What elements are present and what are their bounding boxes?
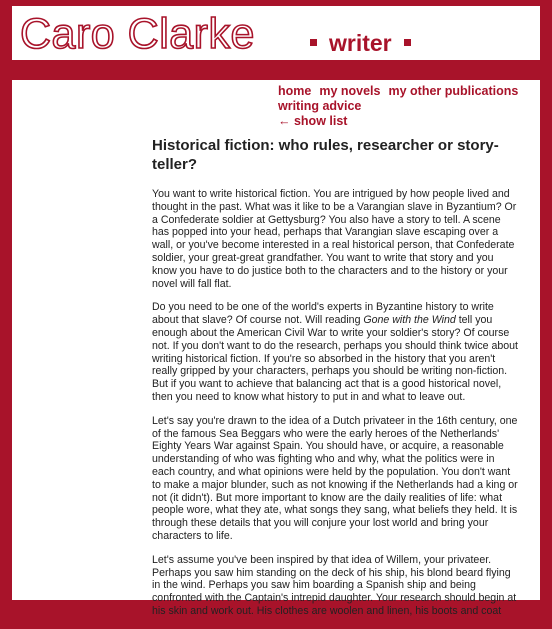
paragraph-text: tell you enough about the American Civil War to write your soldier's story? Of course not. If you don't want to do the research, perhaps you should think twice about writing historical fiction. If you're so absorbed in the history that you aren't really gripped by your characters, perhaps you should be writing non-fiction. But if you want to achieve that balancing act that is a good historical novel, then you need to know what history to put in and what to leave out. [152, 314, 518, 403]
article-paragraph: Let's say you're drawn to the idea of a Dutch privateer in the 16th century, one of the famous Sea Beggars who were the early heroes of the Netherlands' Eighty Years War against Spain. You should have, or acquire, a reasonable understanding of who was fighting who and why, what the politics were in each country, and what opinions were held by the population. You don't want to make a major blunder, such as not knowing if the Netherlands had a king or not (it didn't). But more important to know are the daily realities of life: what people wore, what they ate, what songs they sang, what beliefs they held. It is through these details that you will conjure your lost world and bring your characters to life. [152, 414, 518, 542]
content-panel [12, 80, 540, 617]
nav-show-list-link[interactable]: ← show list [278, 114, 348, 128]
bullet-square-icon [310, 39, 317, 46]
site-tagline [310, 30, 411, 56]
site-logo[interactable]: Caro Clarke [20, 10, 255, 58]
book-title: Gone with the Wind [363, 314, 456, 327]
article-paragraph: Let's assume you've been inspired by that idea of Willem, your privateer. Perhaps you saw him standing on the deck of his ship, his blond beard flying in the wind. Perhaps you saw him boarding a Spanish ship and being confronted with the Captain's intrepid daughter. Your research should begin at his skin and work out. His clothes are woolen and linen, his boots and coat [152, 553, 517, 617]
paragraph-text: Do you need to be one of the world's experts in Byzantine history to write about that slave? Of course not. Will reading [152, 301, 494, 327]
nav-home-link[interactable]: home [278, 84, 312, 98]
nav-my-other-publications-link[interactable]: my other publications [388, 84, 519, 98]
article-paragraph: You want to write historical fiction. You are intrigued by how people lived and thought in the past. What was it like to be a Varangian slave in Byzantium? Or a Confederate soldier at Gettysburg? You also have a story to tell. A scene has popped into your head, perhaps that Varangian slave escaping over a wall, or you've become interested in a real historical person, that Confederate soldier, your great-great grandfather. You want to write that story and you know you have to do justice both to the characters and to the history or your novel will fall flat. [152, 188, 517, 290]
nav-writing-advice-link[interactable]: writing advice [278, 99, 362, 113]
site-header [12, 6, 540, 60]
article [152, 136, 520, 629]
article-title: Historical fiction: who rules, researcher or story-teller? [152, 137, 499, 173]
site-nav [278, 84, 538, 129]
bullet-square-icon [404, 39, 411, 46]
tagline-text: writer [329, 30, 392, 56]
article-paragraph [152, 301, 520, 403]
nav-my-novels-link[interactable]: my novels [319, 84, 381, 98]
